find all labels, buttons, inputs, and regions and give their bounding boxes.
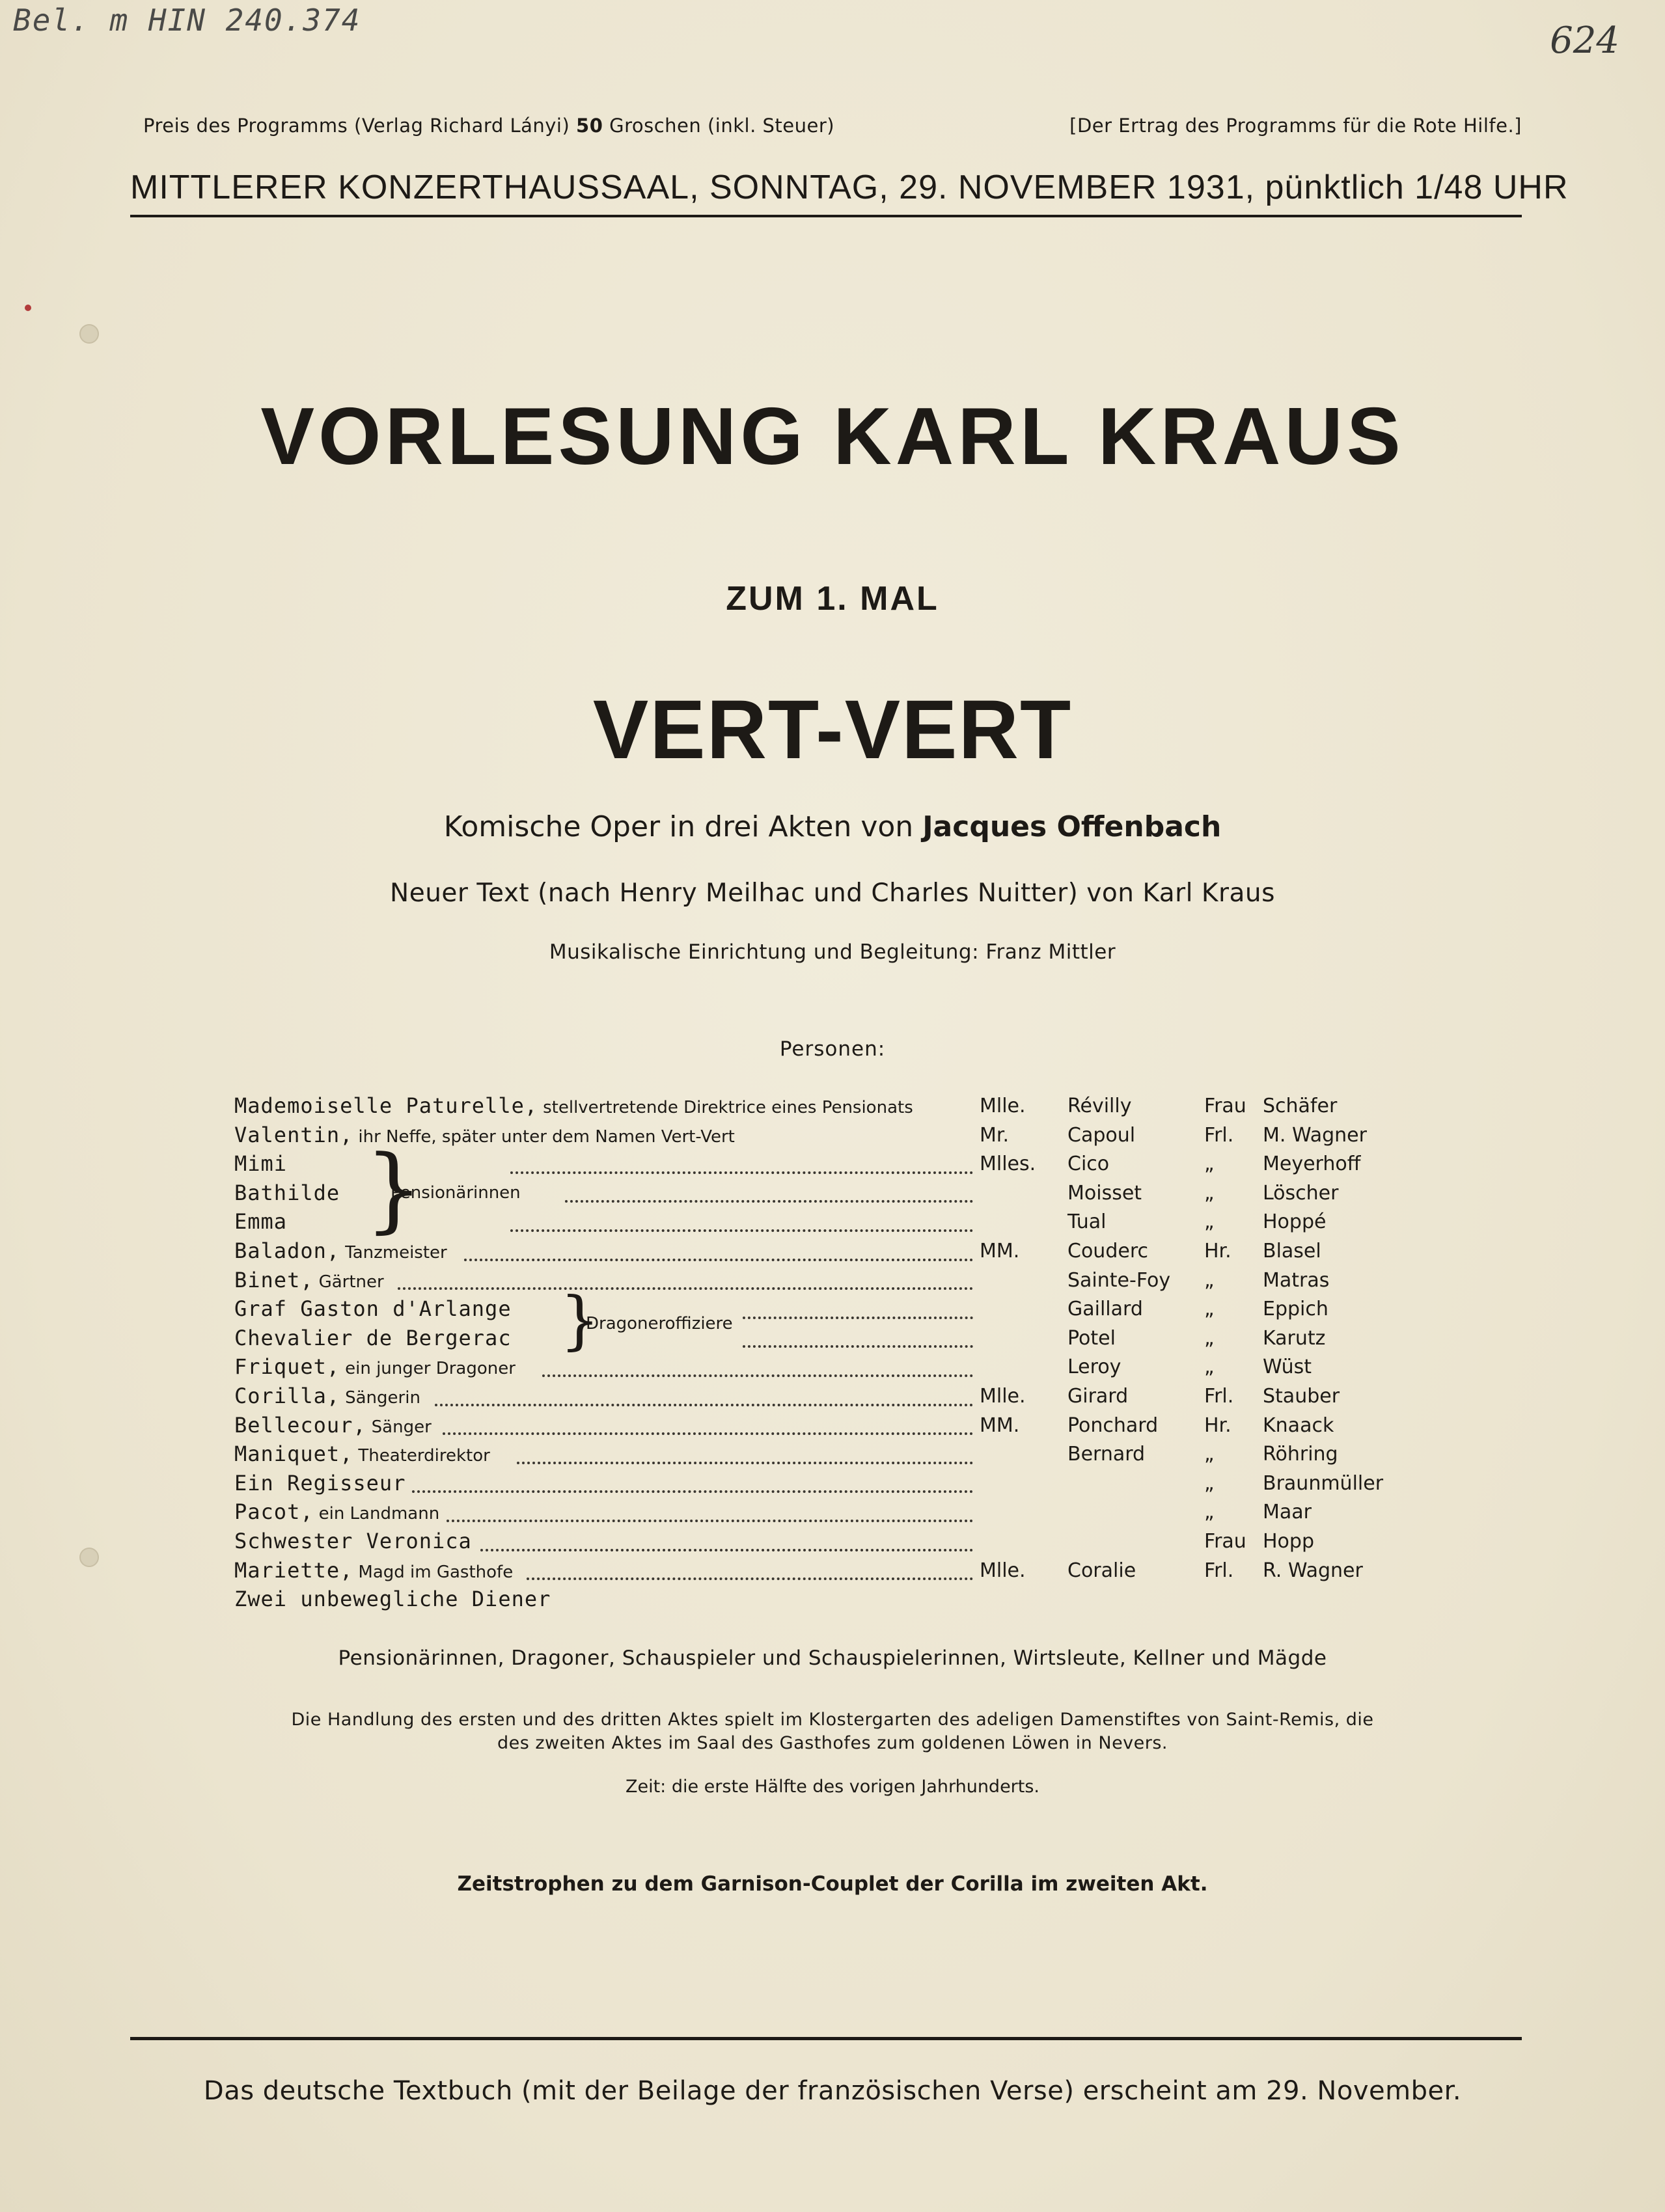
chorus-line: Pensionärinnen, Dragoner, Schauspieler und Schauspielerinnen, Wirtsleute, Kellner und Mägde	[338, 1646, 1327, 1670]
cast-title-vienna: Frau	[1204, 1095, 1246, 1117]
singer-original: Moisset	[1067, 1181, 1142, 1205]
character-role: ein Landmann	[318, 1504, 440, 1524]
cast-title-vienna: Hr.	[1204, 1413, 1232, 1437]
cast-title-vienna: Hr.	[1204, 1239, 1232, 1263]
header-rule	[130, 215, 1522, 217]
performer-vienna: Hoppé	[1263, 1210, 1327, 1234]
singer-original: Ponchard	[1067, 1413, 1159, 1437]
performer-vienna: R. Wagner	[1263, 1559, 1363, 1582]
punch-hole	[79, 324, 99, 344]
character-name: Bathilde	[234, 1180, 340, 1205]
performer-vienna: Karutz	[1263, 1326, 1326, 1350]
price-line	[143, 115, 1522, 137]
character-name: Friquet,	[234, 1354, 340, 1380]
cast-character	[234, 1472, 406, 1495]
character-name: Emma	[234, 1209, 288, 1235]
singer-original: Tual	[1067, 1210, 1107, 1234]
character-name: Binet,	[234, 1267, 314, 1292]
singer-original: Capoul	[1067, 1123, 1136, 1147]
character-name: Pacot,	[234, 1499, 314, 1525]
cast-character	[234, 1298, 512, 1321]
cast-row	[234, 1413, 1419, 1442]
cast-title-vienna: „	[1204, 1501, 1215, 1524]
group-label: Pensionärinnen	[391, 1183, 521, 1203]
character-name: Mariette,	[234, 1557, 353, 1583]
leader-dots	[464, 1259, 973, 1261]
cast-title-original: Mlles.	[980, 1153, 1036, 1176]
leader-dots	[565, 1200, 973, 1203]
description-prefix: Komische Oper in drei Akten von	[443, 810, 914, 843]
performer-vienna: Stauber	[1263, 1384, 1340, 1408]
singer-original: Potel	[1067, 1326, 1116, 1350]
cast-title-vienna: „	[1204, 1153, 1215, 1176]
performer-vienna: Knaack	[1263, 1413, 1334, 1437]
performer-vienna: Wüst	[1263, 1356, 1312, 1379]
performer-vienna: Schäfer	[1263, 1095, 1338, 1117]
cast-character	[234, 1559, 513, 1583]
zeitstrophen-heading: Zeitstrophen zu dem Garnison-Couplet der Corilla im zweiten Akt.	[457, 1872, 1208, 1896]
leader-dots	[480, 1549, 973, 1551]
cast-title-vienna: „	[1204, 1443, 1215, 1466]
leader-dots	[542, 1374, 973, 1377]
cast-character	[234, 1414, 432, 1438]
cast-row	[234, 1123, 1419, 1152]
singer-original: Gaillard	[1067, 1298, 1143, 1321]
cast-row	[234, 1471, 1419, 1500]
time-note: Zeit: die erste Hälfte des vorigen Jahrhunderts.	[625, 1777, 1040, 1797]
cast-title-original: Mlle.	[980, 1095, 1026, 1117]
cast-character	[234, 1356, 516, 1379]
setting-note	[234, 1708, 1431, 1755]
page-title: VORLESUNG KARL KRAUS	[260, 392, 1405, 482]
performer-vienna: Meyerhoff	[1263, 1153, 1361, 1176]
cast-title-original: MM.	[980, 1239, 1020, 1263]
text-credit: Neuer Text (nach Henry Meilhac und Charles Nuitter) von Karl Kraus	[390, 879, 1275, 908]
leader-dots	[447, 1520, 973, 1522]
price-value: 50	[576, 115, 603, 137]
ink-dot	[25, 305, 31, 311]
singer-original: Cico	[1067, 1153, 1110, 1176]
cast-character	[234, 1327, 512, 1350]
performer-vienna: Hopp	[1263, 1529, 1314, 1553]
cast-title-vienna: Frl.	[1204, 1123, 1234, 1147]
cast-row	[234, 1238, 1419, 1268]
textbook-note: Das deutsche Textbuch (mit der Beilage der französischen Verse) erscheint am 29. November.	[203, 2076, 1462, 2106]
leader-dots	[510, 1171, 973, 1174]
cast-title-vienna: „	[1204, 1268, 1215, 1292]
cast-title-vienna: „	[1204, 1471, 1215, 1495]
opera-title: VERT-VERT	[592, 683, 1073, 776]
cast-character	[234, 1210, 287, 1234]
performer-vienna: M. Wagner	[1263, 1123, 1367, 1147]
cast-row	[234, 1093, 1419, 1123]
cast-title-vienna: „	[1204, 1210, 1215, 1234]
cast-title-original: Mlle.	[980, 1384, 1026, 1408]
character-name: Baladon,	[234, 1238, 340, 1263]
footer-rule	[130, 2037, 1522, 2040]
opera-description	[0, 810, 1665, 843]
character-role: Gärtner	[318, 1272, 384, 1292]
character-role: ihr Neffe, später unter dem Namen Vert-Vert	[358, 1126, 735, 1147]
cast-character	[234, 1240, 447, 1263]
cast-title-vienna: „	[1204, 1356, 1215, 1379]
cast-title-vienna: Frl.	[1204, 1384, 1234, 1408]
performer-vienna: Blasel	[1263, 1239, 1321, 1263]
cast-title-original: Mr.	[980, 1123, 1009, 1147]
music-credit: Musikalische Einrichtung und Begleitung: Franz Mittler	[549, 940, 1116, 964]
group-label: Dragoneroffiziere	[586, 1313, 733, 1333]
singer-original: Sainte-Foy	[1067, 1268, 1171, 1292]
character-name: Maniquet,	[234, 1441, 353, 1467]
singer-original: Leroy	[1067, 1356, 1121, 1379]
character-name: Graf Gaston d'Arlange	[234, 1296, 512, 1322]
character-role: ein junger Dragoner	[345, 1359, 516, 1379]
leader-dots	[510, 1229, 973, 1232]
character-name: Bellecour,	[234, 1412, 366, 1438]
venue-date-line: MITTLERER KONZERTHAUSSAAL, SONNTAG, 29. NOVEMBER 1931, pünktlich 1/48 UHR	[130, 169, 1569, 206]
singer-original: Coralie	[1067, 1559, 1136, 1582]
cast-row	[234, 1441, 1419, 1471]
price-suffix: Groschen (inkl. Steuer)	[609, 115, 835, 137]
performer-vienna: Matras	[1263, 1268, 1330, 1292]
cast-row	[234, 1499, 1419, 1529]
cast-character	[234, 1124, 735, 1147]
cast-character	[234, 1269, 384, 1292]
price-info	[143, 115, 834, 137]
group-brace: }	[560, 1283, 600, 1358]
leader-dots	[398, 1287, 973, 1290]
performer-vienna: Löscher	[1263, 1181, 1339, 1205]
cast-character	[234, 1501, 439, 1524]
character-name: Zwei unbewegliche Diener	[234, 1587, 551, 1612]
cast-row	[234, 1384, 1419, 1413]
archive-call-number: Bel. m HIN 240.374	[13, 3, 361, 38]
character-role: Sänger	[371, 1417, 432, 1437]
performance-subtitle: ZUM 1. MAL	[726, 580, 939, 618]
leader-dots	[412, 1490, 973, 1493]
leader-dots	[527, 1577, 973, 1580]
cast-character	[234, 1095, 913, 1118]
character-role: Tanzmeister	[345, 1242, 447, 1263]
character-role: stellvertretende Direktrice eines Pensionats	[543, 1098, 913, 1117]
cast-row	[234, 1587, 1419, 1616]
leader-dots	[517, 1462, 973, 1464]
cast-character	[234, 1385, 420, 1408]
cast-list	[234, 1093, 1419, 1616]
cast-title-vienna: Frau	[1204, 1529, 1246, 1553]
character-name: Mademoiselle Paturelle,	[234, 1093, 538, 1118]
cast-heading: Personen:	[779, 1037, 886, 1061]
singer-original: Bernard	[1067, 1443, 1146, 1466]
punch-hole	[79, 1548, 99, 1567]
character-name: Valentin,	[234, 1122, 353, 1147]
cast-title-original: MM.	[980, 1413, 1020, 1437]
setting-line: Die Handlung des ersten und des dritten Aktes spielt im Klostergarten des adeligen Damenstiftes von Saint-Remis, die	[291, 1710, 1374, 1730]
character-name: Corilla,	[234, 1383, 340, 1408]
leader-dots	[435, 1404, 973, 1406]
cast-character	[234, 1182, 340, 1205]
cast-title-vienna: „	[1204, 1181, 1215, 1205]
singer-original: Girard	[1067, 1384, 1129, 1408]
cast-title-vienna: Frl.	[1204, 1559, 1234, 1582]
cast-character	[234, 1153, 287, 1176]
page-number: 624	[1550, 20, 1619, 62]
cast-title-vienna: „	[1204, 1326, 1215, 1350]
cast-row	[234, 1558, 1419, 1587]
composer-name: Jacques Offenbach	[922, 810, 1222, 843]
cast-character	[234, 1588, 551, 1611]
setting-line: des zweiten Aktes im Saal des Gasthofes zum goldenen Löwen in Nevers.	[497, 1733, 1168, 1753]
proceeds-note: [Der Ertrag des Programms für die Rote Hilfe.]	[1069, 115, 1522, 137]
performer-vienna: Röhring	[1263, 1443, 1338, 1466]
performer-vienna: Maar	[1263, 1501, 1312, 1524]
character-role: Theaterdirektor	[358, 1446, 490, 1466]
performer-vienna: Eppich	[1263, 1298, 1328, 1321]
cast-row	[234, 1268, 1419, 1297]
cast-row	[234, 1296, 1419, 1326]
character-name: Ein Regisseur	[234, 1470, 406, 1495]
cast-row	[234, 1326, 1419, 1355]
character-name: Chevalier de Bergerac	[234, 1325, 512, 1350]
cast-title-vienna: „	[1204, 1298, 1215, 1321]
character-name: Schwester Veronica	[234, 1528, 472, 1553]
character-name: Mimi	[234, 1151, 288, 1177]
singer-original: Couderc	[1067, 1239, 1148, 1263]
price-prefix: Preis des Programms (Verlag Richard Lányi)	[143, 115, 570, 137]
character-role: Magd im Gasthofe	[358, 1562, 514, 1582]
cast-title-original: Mlle.	[980, 1559, 1026, 1582]
singer-original: Révilly	[1067, 1095, 1132, 1117]
cast-row	[234, 1354, 1419, 1384]
leader-dots	[443, 1432, 973, 1435]
performer-vienna: Braunmüller	[1263, 1471, 1384, 1495]
cast-row	[234, 1529, 1419, 1558]
character-role: Sängerin	[345, 1387, 420, 1408]
cast-character	[234, 1530, 472, 1553]
leader-dots	[743, 1317, 973, 1319]
cast-character	[234, 1443, 490, 1466]
leader-dots	[743, 1345, 973, 1348]
group-brace: }	[365, 1136, 424, 1244]
